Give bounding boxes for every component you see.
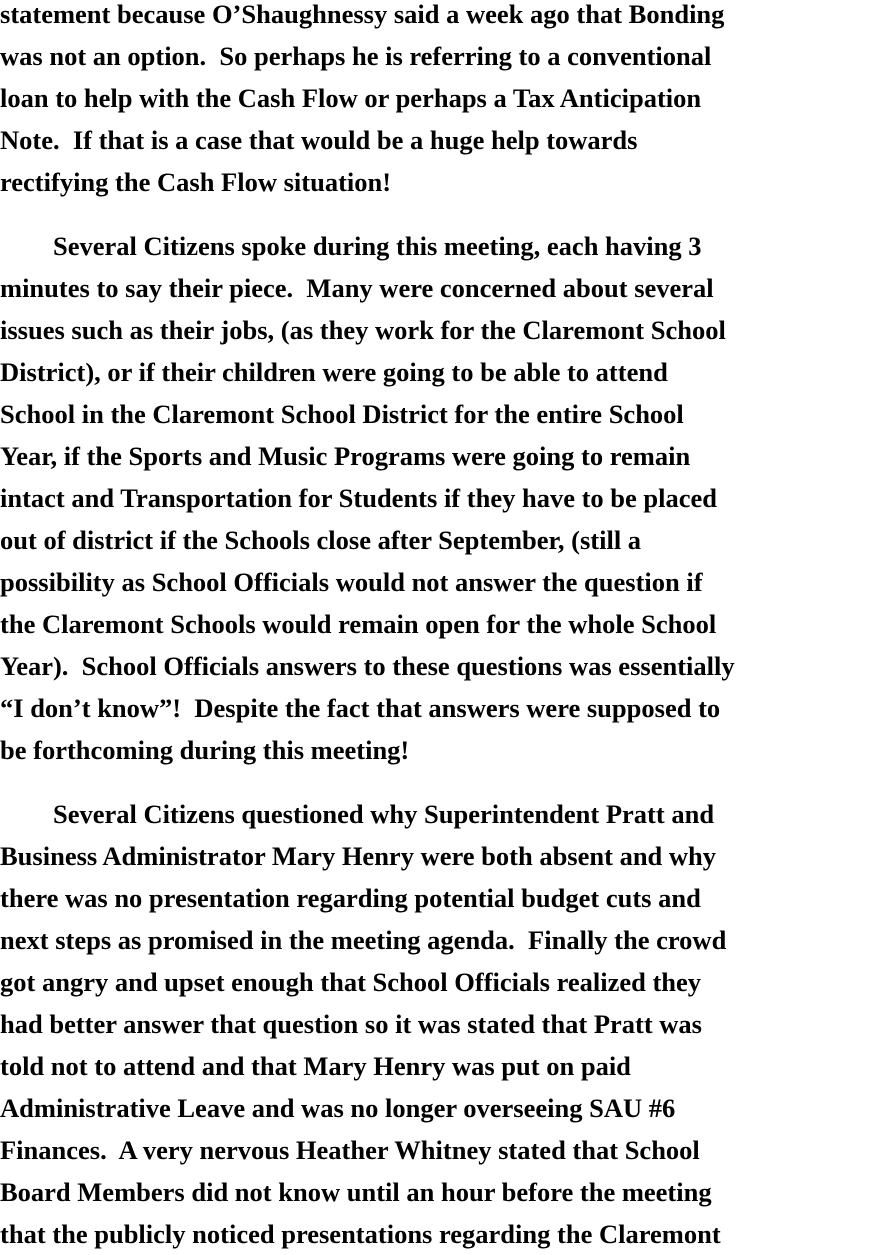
text-line: the Claremont Schools would remain open for the whole School [0, 609, 717, 639]
text-line: be forthcoming during this meeting! [0, 735, 410, 765]
text-line: next steps as promised in the meeting agenda. Finally the crowd [0, 925, 727, 955]
text-line: told not to attend and that Mary Henry was put on paid [0, 1051, 631, 1081]
text-line: out of district if the Schools close after September, (still a [0, 525, 642, 555]
text-line: Administrative Leave and was no longer overseeing SAU #6 [0, 1093, 676, 1123]
text-line: that the publicly noticed presentations regarding the Claremont [0, 1219, 721, 1249]
text-line: issues such as their jobs, (as they work for the Claremont School [0, 315, 726, 345]
text-line: intact and Transportation for Students if they have to be placed [0, 483, 718, 513]
text-line: got angry and upset enough that School Officials realized they [0, 967, 702, 997]
text-line: Business Administrator Mary Henry were both absent and why [0, 841, 717, 871]
text-line: Year, if the Sports and Music Programs were going to remain [0, 441, 691, 471]
text-line: rectifying the Cash Flow situation! [0, 167, 392, 197]
text-line: School in the Claremont School District for the entire School [0, 399, 684, 429]
text-line: District), or if their children were going to be able to attend [0, 357, 668, 387]
text-line: Finances. A very nervous Heather Whitney stated that School [0, 1135, 700, 1165]
text-line: “I don’t know”! Despite the fact that answers were supposed to [0, 693, 721, 723]
text-line: had better answer that question so it was stated that Pratt was [0, 1009, 702, 1039]
text-line: Note. If that is a case that would be a huge help towards [0, 125, 638, 155]
text-line: possibility as School Officials would not answer the question if [0, 567, 703, 597]
paragraph-cash-flow [0, 0, 880, 203]
text-line: minutes to say their piece. Many were concerned about several [0, 273, 714, 303]
text-line: Year). School Officials answers to these questions was essentially [0, 651, 735, 681]
paragraph-citizens-questioned [0, 793, 880, 1255]
text-line: there was no presentation regarding potential budget cuts and [0, 883, 701, 913]
text-line: loan to help with the Cash Flow or perhaps a Tax Anticipation [0, 83, 702, 113]
text-line: was not an option. So perhaps he is referring to a conventional [0, 41, 712, 71]
text-line: Board Members did not know until an hour before the meeting [0, 1177, 712, 1207]
text-line: statement because O’Shaughnessy said a week ago that Bonding [0, 0, 725, 29]
paragraph-citizens-spoke [0, 225, 880, 771]
text-line: Several Citizens questioned why Superintendent Pratt and [0, 799, 715, 829]
text-line: Several Citizens spoke during this meeting, each having 3 [0, 231, 702, 261]
